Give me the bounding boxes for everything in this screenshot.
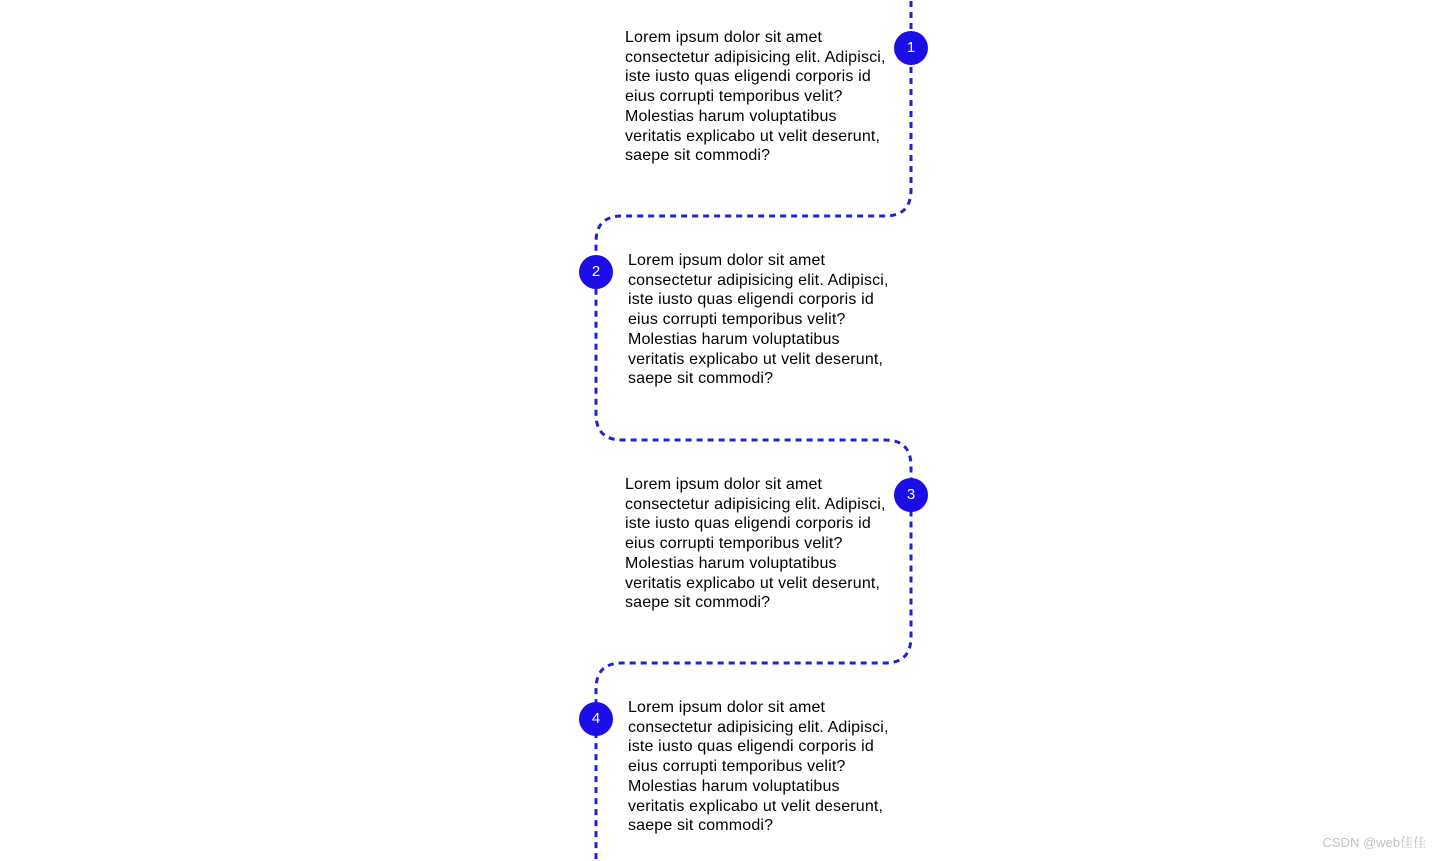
timeline-item-4-text: Lorem ipsum dolor sit amet consectetur adipisicing elit. Adipisci, iste iusto quas eligendi corporis id eius corrupti temporibus velit? Molestias harum voluptatibus veritatis explicabo ut velit deserunt, saepe sit commodi?	[628, 699, 889, 835]
timeline-item-4	[628, 698, 1028, 836]
timeline-item-1	[625, 28, 1025, 166]
timeline-item-1-text: Lorem ipsum dolor sit amet consectetur adipisicing elit. Adipisci, iste iusto quas eligendi corporis id eius corrupti temporibus velit? Molestias harum voluptatibus veritatis explicabo ut velit deserunt, saepe sit commodi?	[625, 29, 886, 165]
timeline-badge-4[interactable]: 4	[579, 702, 613, 736]
timeline-item-2-text: Lorem ipsum dolor sit amet consectetur adipisicing elit. Adipisci, iste iusto quas eligendi corporis id eius corrupti temporibus velit? Molestias harum voluptatibus veritatis explicabo ut velit deserunt, saepe sit commodi?	[628, 252, 889, 388]
timeline-item-3	[625, 475, 1025, 613]
timeline-item-3-text: Lorem ipsum dolor sit amet consectetur adipisicing elit. Adipisci, iste iusto quas eligendi corporis id eius corrupti temporibus velit? Molestias harum voluptatibus veritatis explicabo ut velit deserunt, saepe sit commodi?	[625, 476, 886, 612]
timeline-badge-3[interactable]: 3	[894, 478, 928, 512]
timeline-item-2	[628, 251, 1028, 389]
timeline-badge-1[interactable]: 1	[894, 31, 928, 65]
csdn-watermark: CSDN @web佳佳	[1322, 835, 1426, 850]
timeline-badge-2[interactable]: 2	[579, 255, 613, 289]
